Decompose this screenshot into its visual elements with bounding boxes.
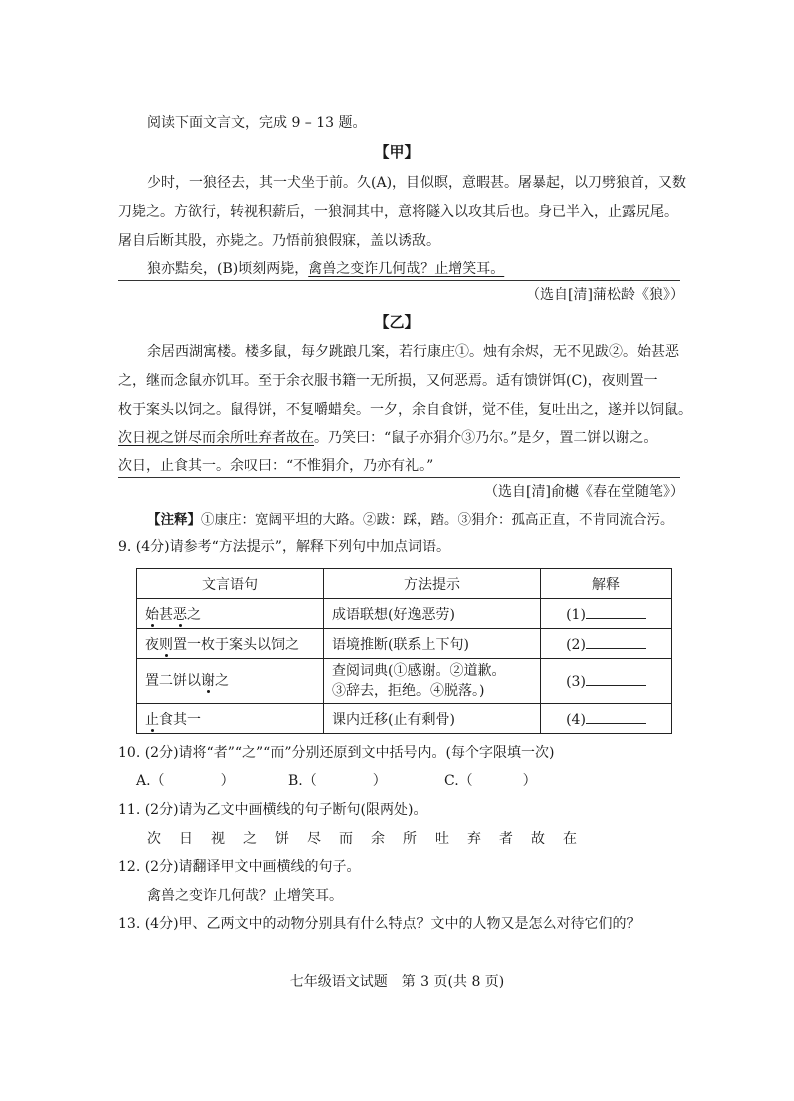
option-a-label: A.（ (136, 773, 165, 789)
passage-jia-line: 少时，一狼径去，其一犬坐于前。久(A)，目似瞑，意暇甚。屠暴起，以刀劈狼首，又数 (147, 175, 687, 191)
question-11-characters: 次日视之饼尽而余所吐弃者故在 (147, 831, 595, 847)
sentence-cell: 始甚恶之 (137, 599, 324, 629)
source-divider (118, 280, 680, 281)
passage-jia-conclusion-text: 狼亦黠矣，(B)顷刻两毙， (147, 261, 309, 277)
hint-cell (324, 659, 541, 704)
question-12-stem: 12. (2分)请翻译甲文中画横线的句子。 (118, 859, 361, 875)
sentence-cell: 置二饼以谢之 (137, 659, 324, 704)
question-9-stem: 9. (4分)请参考“方法提示”，解释下列句中加点词语。 (118, 539, 450, 555)
option-c-close: ） (522, 773, 537, 789)
option-b-close: ） (372, 773, 387, 789)
dotted-word: 则 (159, 636, 173, 653)
hint-line: ③辞去，拒绝。④脱落。) (332, 683, 485, 699)
hint-line: 查阅词典(①感谢。②道歉。 (332, 663, 506, 679)
answer-label: (3) (566, 673, 586, 690)
passage-yi-line: 之，继而念鼠亦饥耳。至于余衣服书籍一无所损，又何恶焉。适有馈饼饵(C)，夜则置一 (118, 373, 658, 389)
column-header: 方法提示 (324, 569, 541, 599)
option-a[interactable] (136, 771, 235, 791)
sentence-cell: 止食其一 (137, 704, 324, 734)
source-divider (118, 477, 680, 478)
question-10-stem: 10. (2分)请将“者”“之”“而”分别还原到文中括号内。(每个字限填一次) (118, 745, 555, 761)
dotted-word: 始 (145, 606, 159, 623)
table-row (137, 629, 672, 659)
table-row (137, 599, 672, 629)
option-a-close: ） (220, 773, 235, 789)
answer-cell (541, 659, 672, 704)
dotted-word: 止 (145, 711, 159, 728)
answer-label: (4) (566, 712, 586, 728)
table-row (137, 704, 672, 734)
option-c-label: C.（ (444, 773, 473, 789)
passage-yi-title: 【乙】 (374, 313, 420, 331)
passage-yi-line: 枚于案头以饲之。鼠得饼，不复嚼蜡矣。一夕，余自食饼，觉不佳，复吐出之，遂并以饲鼠。 (118, 402, 692, 418)
dotted-word: 谢 (201, 673, 215, 689)
hint-cell: 课内迁移(止有剩骨) (324, 704, 541, 734)
answer-blank[interactable] (586, 604, 646, 619)
underlined-sentence-jia: 禽兽之变诈几何哉？止增笑耳。 (308, 261, 505, 277)
column-header: 解释 (541, 569, 672, 599)
answer-cell (541, 599, 672, 629)
reading-instruction: 阅读下面文言文，完成 9 – 13 题。 (147, 115, 367, 131)
option-b[interactable] (288, 771, 387, 791)
passage-jia-line: 屠自后断其股，亦毙之。乃悟前狼假寐，盖以诱敌。 (118, 233, 440, 249)
column-header: 文言语句 (137, 569, 324, 599)
table-header-row (137, 569, 672, 599)
answer-blank[interactable] (586, 634, 646, 649)
passage-yi-line: 次日，止食其一。余叹曰：“不惟狷介，乃亦有礼。” (118, 458, 434, 474)
passage-jia-source: （选自[清]蒲松龄《狼》） (526, 287, 684, 303)
passage-yi-line: 余居西湖寓楼。楼多鼠，每夕跳踉几案，若行康庄①。烛有余烬，无不见跋②。始甚恶 (147, 344, 679, 360)
passage-yi-line-rest: 。乃笑曰：“鼠子亦狷介③乃尔。”是夕，置二饼以谢之。 (314, 430, 658, 446)
answer-label: (1) (566, 607, 586, 623)
passage-jia-conclusion (147, 259, 504, 279)
hint-cell: 成语联想(好逸恶劳) (324, 599, 541, 629)
question-13-stem: 13. (4分)甲、乙两文中的动物分别具有什么特点？文中的人物又是怎么对待它们的？ (118, 916, 641, 932)
question-12-sentence: 禽兽之变诈几何哉？止增笑耳。 (147, 888, 343, 904)
option-b-label: B.（ (288, 773, 317, 789)
hint-cell: 语境推断(联系上下句) (324, 629, 541, 659)
option-c[interactable] (444, 771, 537, 791)
answer-blank[interactable] (586, 709, 646, 724)
question-11-stem: 11. (2分)请为乙文中画横线的句子断句(限两处)。 (118, 802, 428, 818)
sentence-cell: 夜则置一枚于案头以饲之 (137, 629, 324, 659)
passage-yi-line (118, 428, 657, 448)
page-footer: 七年级语文试题 第 3 页(共 8 页) (289, 974, 505, 990)
answer-cell (541, 704, 672, 734)
answer-cell (541, 629, 672, 659)
annotations-label: 【注释】 (147, 512, 201, 528)
annotations-text: ①康庄：宽阔平坦的大路。②跋：踩，踏。③狷介：孤高正直，不肯同流合污。 (201, 512, 674, 528)
question-9-table (136, 568, 672, 734)
answer-blank[interactable] (586, 671, 646, 686)
dotted-word: 恶 (173, 606, 187, 623)
passage-yi-source: （选自[清]俞樾《春在堂随笔》） (484, 484, 684, 500)
table-row (137, 659, 672, 704)
annotations (147, 510, 674, 530)
passage-jia-line: 刀毙之。方欲行，转视积薪后，一狼洞其中，意将隧入以攻其后也。身已半入，止露尻尾。 (118, 204, 678, 220)
underlined-sentence-yi: 次日视之饼尽而余所吐弃者故在 (118, 430, 314, 446)
answer-label: (2) (566, 637, 586, 653)
passage-jia-title: 【甲】 (374, 143, 420, 161)
